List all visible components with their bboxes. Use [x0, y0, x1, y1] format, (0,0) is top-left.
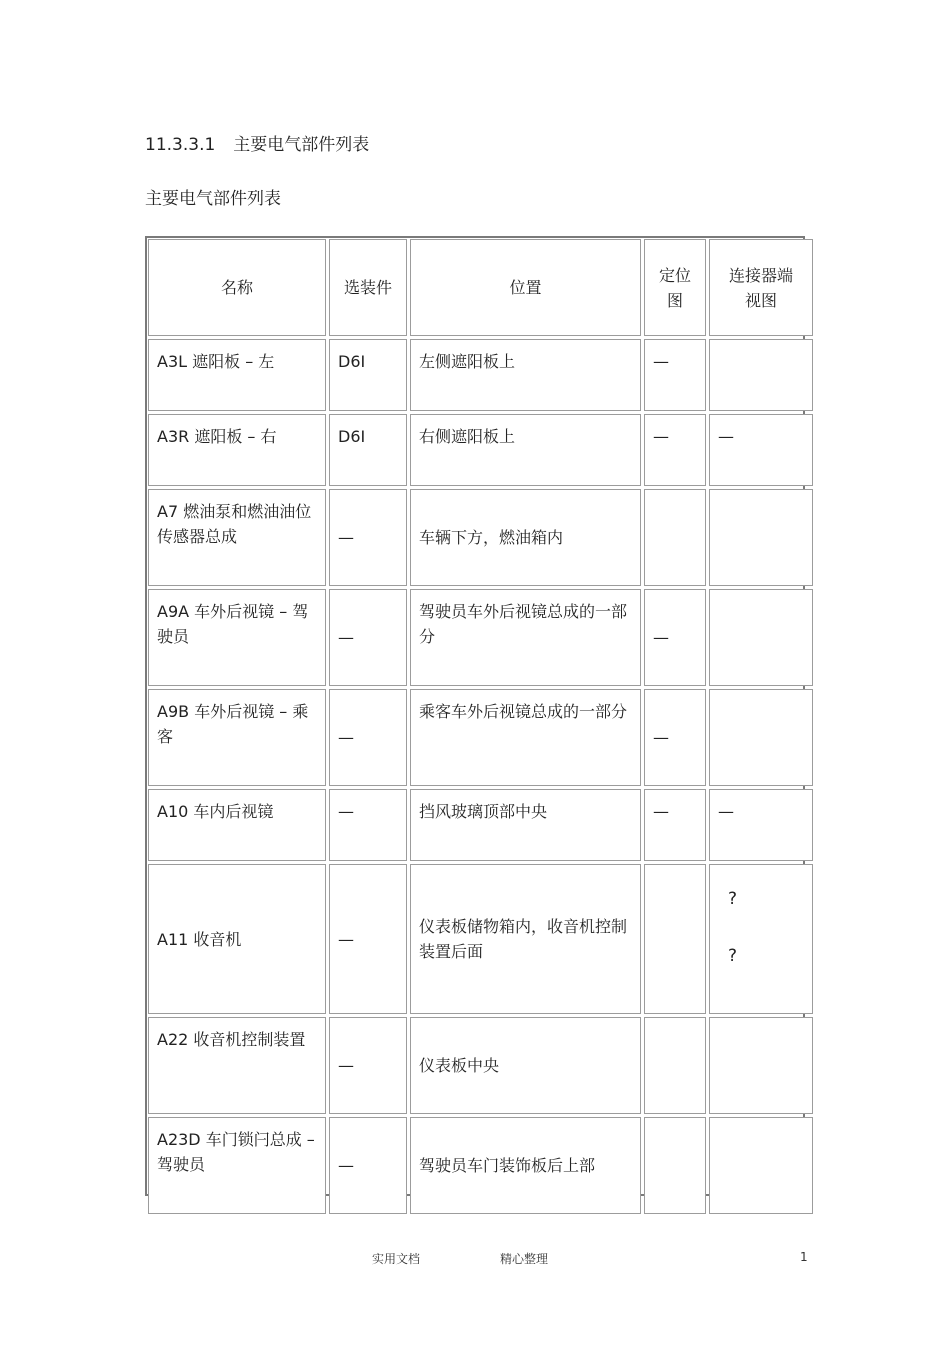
row-location: 乘客车外后视镜总成的一部分	[410, 689, 641, 786]
row-location: 仪表板储物箱内，收音机控制装置后面	[410, 864, 641, 1014]
row-location: 驾驶员车外后视镜总成的一部分	[410, 589, 641, 686]
header-option: 选装件	[329, 239, 407, 336]
row-location: 左侧遮阳板上	[410, 339, 641, 411]
row-name: A3R 遮阳板 – 右	[148, 414, 326, 486]
row-connector	[709, 589, 813, 686]
row-locator	[644, 1117, 706, 1214]
row-connector	[709, 864, 813, 1014]
row-locator: —	[644, 589, 706, 686]
row-location: 驾驶员车门装饰板后上部	[410, 1117, 641, 1214]
components-table	[145, 236, 805, 1196]
row-locator: —	[644, 789, 706, 861]
row-option: —	[329, 589, 407, 686]
header-locator: 定位图	[644, 239, 706, 336]
row-option: —	[329, 1017, 407, 1114]
unknown-marker: ?	[728, 946, 738, 966]
row-locator	[644, 1017, 706, 1114]
row-name: A11 收音机	[148, 864, 326, 1014]
row-name: A3L 遮阳板 – 左	[148, 339, 326, 411]
row-locator: —	[644, 414, 706, 486]
row-option: D6I	[329, 414, 407, 486]
row-location: 右侧遮阳板上	[410, 414, 641, 486]
row-option: D6I	[329, 339, 407, 411]
row-location: 挡风玻璃顶部中央	[410, 789, 641, 861]
row-connector: —	[709, 789, 813, 861]
page-number: 1	[800, 1250, 808, 1264]
row-name: A23D 车门锁闩总成 – 驾驶员	[148, 1117, 326, 1214]
row-option: —	[329, 789, 407, 861]
row-locator: —	[644, 689, 706, 786]
row-option: —	[329, 489, 407, 586]
unknown-marker: ?	[728, 889, 738, 909]
table-title: 主要电气部件列表	[145, 189, 281, 209]
row-name: A10 车内后视镜	[148, 789, 326, 861]
row-location: 车辆下方，燃油箱内	[410, 489, 641, 586]
row-connector	[709, 1017, 813, 1114]
section-number: 11.3.3.1	[145, 135, 216, 155]
header-name: 名称	[148, 239, 326, 336]
row-connector	[709, 489, 813, 586]
row-locator	[644, 864, 706, 1014]
row-option: —	[329, 1117, 407, 1214]
header-connector-view: 连接器端视图	[709, 239, 813, 336]
row-connector	[709, 689, 813, 786]
footer-center-label: 精心整理	[500, 1252, 549, 1266]
row-connector: —	[709, 414, 813, 486]
row-name: A7 燃油泵和燃油油位传感器总成	[148, 489, 326, 586]
footer-left-label: 实用文档	[372, 1252, 421, 1266]
row-locator	[644, 489, 706, 586]
row-name: A9A 车外后视镜 – 驾驶员	[148, 589, 326, 686]
row-locator: —	[644, 339, 706, 411]
row-connector	[709, 1117, 813, 1214]
section-heading	[145, 130, 369, 155]
row-location: 仪表板中央	[410, 1017, 641, 1114]
header-location: 位置	[410, 239, 641, 336]
row-connector	[709, 339, 813, 411]
row-option: —	[329, 689, 407, 786]
row-option: —	[329, 864, 407, 1014]
section-title: 主要电气部件列表	[233, 135, 370, 155]
row-name: A9B 车外后视镜 – 乘客	[148, 689, 326, 786]
row-name: A22 收音机控制装置	[148, 1017, 326, 1114]
